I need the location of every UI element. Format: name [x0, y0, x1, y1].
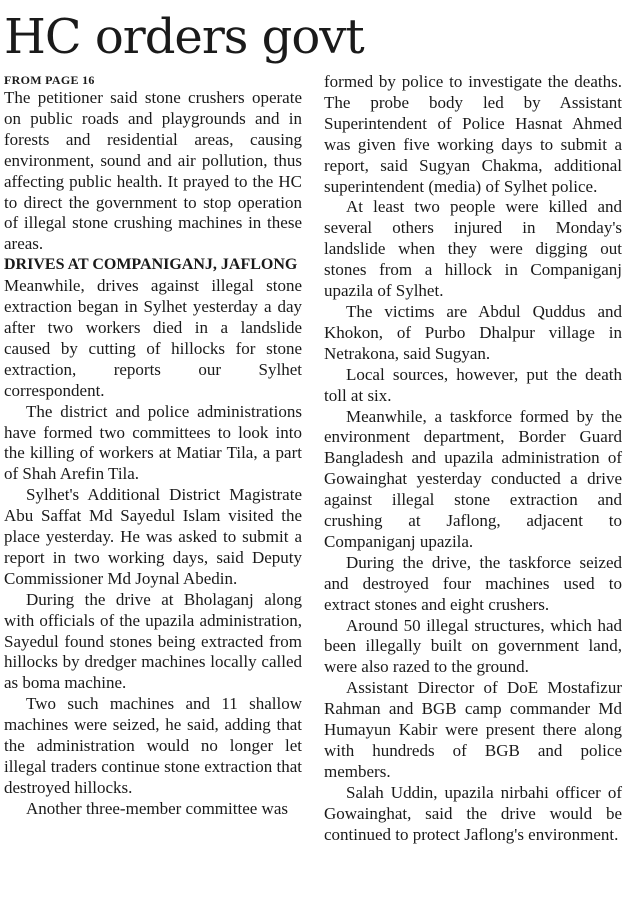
paragraph: Two such machines and 11 shallow machines were seized, he said, adding that the administration would no longer let illegal traders continue stone extraction that destroyed hillocks. — [4, 694, 302, 797]
paragraph: Meanwhile, a taskforce formed by the environment department, Border Guard Bangladesh and upazila administration of Gowainghat yesterday conducted a drive against illegal stone extraction and crushing at Jaflong, adjacent to Companiganj upazila. — [324, 406, 622, 551]
paragraph: Sylhet's Additional District Magistrate Abu Saffat Md Sayedul Islam visited the place yesterday. He was asked to submit a report in two working days, said Deputy Commissioner Md Joynal Abedin. — [4, 485, 302, 588]
article-column-left — [4, 72, 302, 820]
paragraph: formed by police to investigate the deaths. The probe body led by Assistant Superintendent of Police Hasnat Ahmed was given five working days to submit a report, said Sugyan Chakma, additional superintendent (media) of Sylhet police. — [324, 72, 622, 196]
paragraph: During the drive, the taskforce seized and destroyed four machines used to extract stones and eight crushers. — [324, 552, 622, 614]
paragraph: Around 50 illegal structures, which had been illegally built on government land, were also razed to the ground. — [324, 615, 622, 677]
paragraph: Meanwhile, drives against illegal stone extraction began in Sylhet yesterday a day after two workers died in a landslide caused by cutting of hillocks for stone extraction, reports our Sylhet correspondent. — [4, 276, 302, 400]
paragraph: The petitioner said stone crushers operate on public roads and playgrounds and in forests and residential areas, causing environment, sound and air pollution, thus affecting public health. It prayed to the HC to direct the government to stop operation of illegal stone crushing machines in these areas. — [4, 88, 302, 254]
section-subhead: DRIVES AT COMPANIGANJ, JAFLONG — [4, 256, 298, 274]
paragraph: The district and police administrations have formed two committees to look into the killing of workers at Matiar Tila, a part of Shah Arefin Tila. — [4, 401, 302, 484]
paragraph: Salah Uddin, upazila nirbahi officer of Gowainghat, said the drive would be continued to protect Jaflong's environment. — [324, 782, 622, 844]
headline: HC orders govt — [4, 9, 364, 65]
paragraph: During the drive at Bholaganj along with officials of the upazila administration, Sayedul found stones being extracted from hillocks by dredger machines locally called as boma machine. — [4, 589, 302, 693]
paragraph: At least two people were killed and several others injured in Monday's landslide when they were digging out stones from a hillock in Companiganj upazila of Sylhet. — [324, 197, 622, 301]
continuation-label: FROM PAGE 16 — [4, 73, 95, 87]
article-column-right — [324, 72, 622, 846]
paragraph: The victims are Abdul Quddus and Khokon, of Purbo Dhalpur village in Netrakona, said Sugyan. — [324, 301, 622, 363]
paragraph: Assistant Director of DoE Mostafizur Rahman and BGB camp commander Md Humayun Kabir were present there along with hundreds of BGB and police members. — [324, 678, 622, 781]
paragraph: Local sources, however, put the death toll at six. — [324, 364, 622, 405]
paragraph: Another three-member committee was — [26, 798, 288, 818]
